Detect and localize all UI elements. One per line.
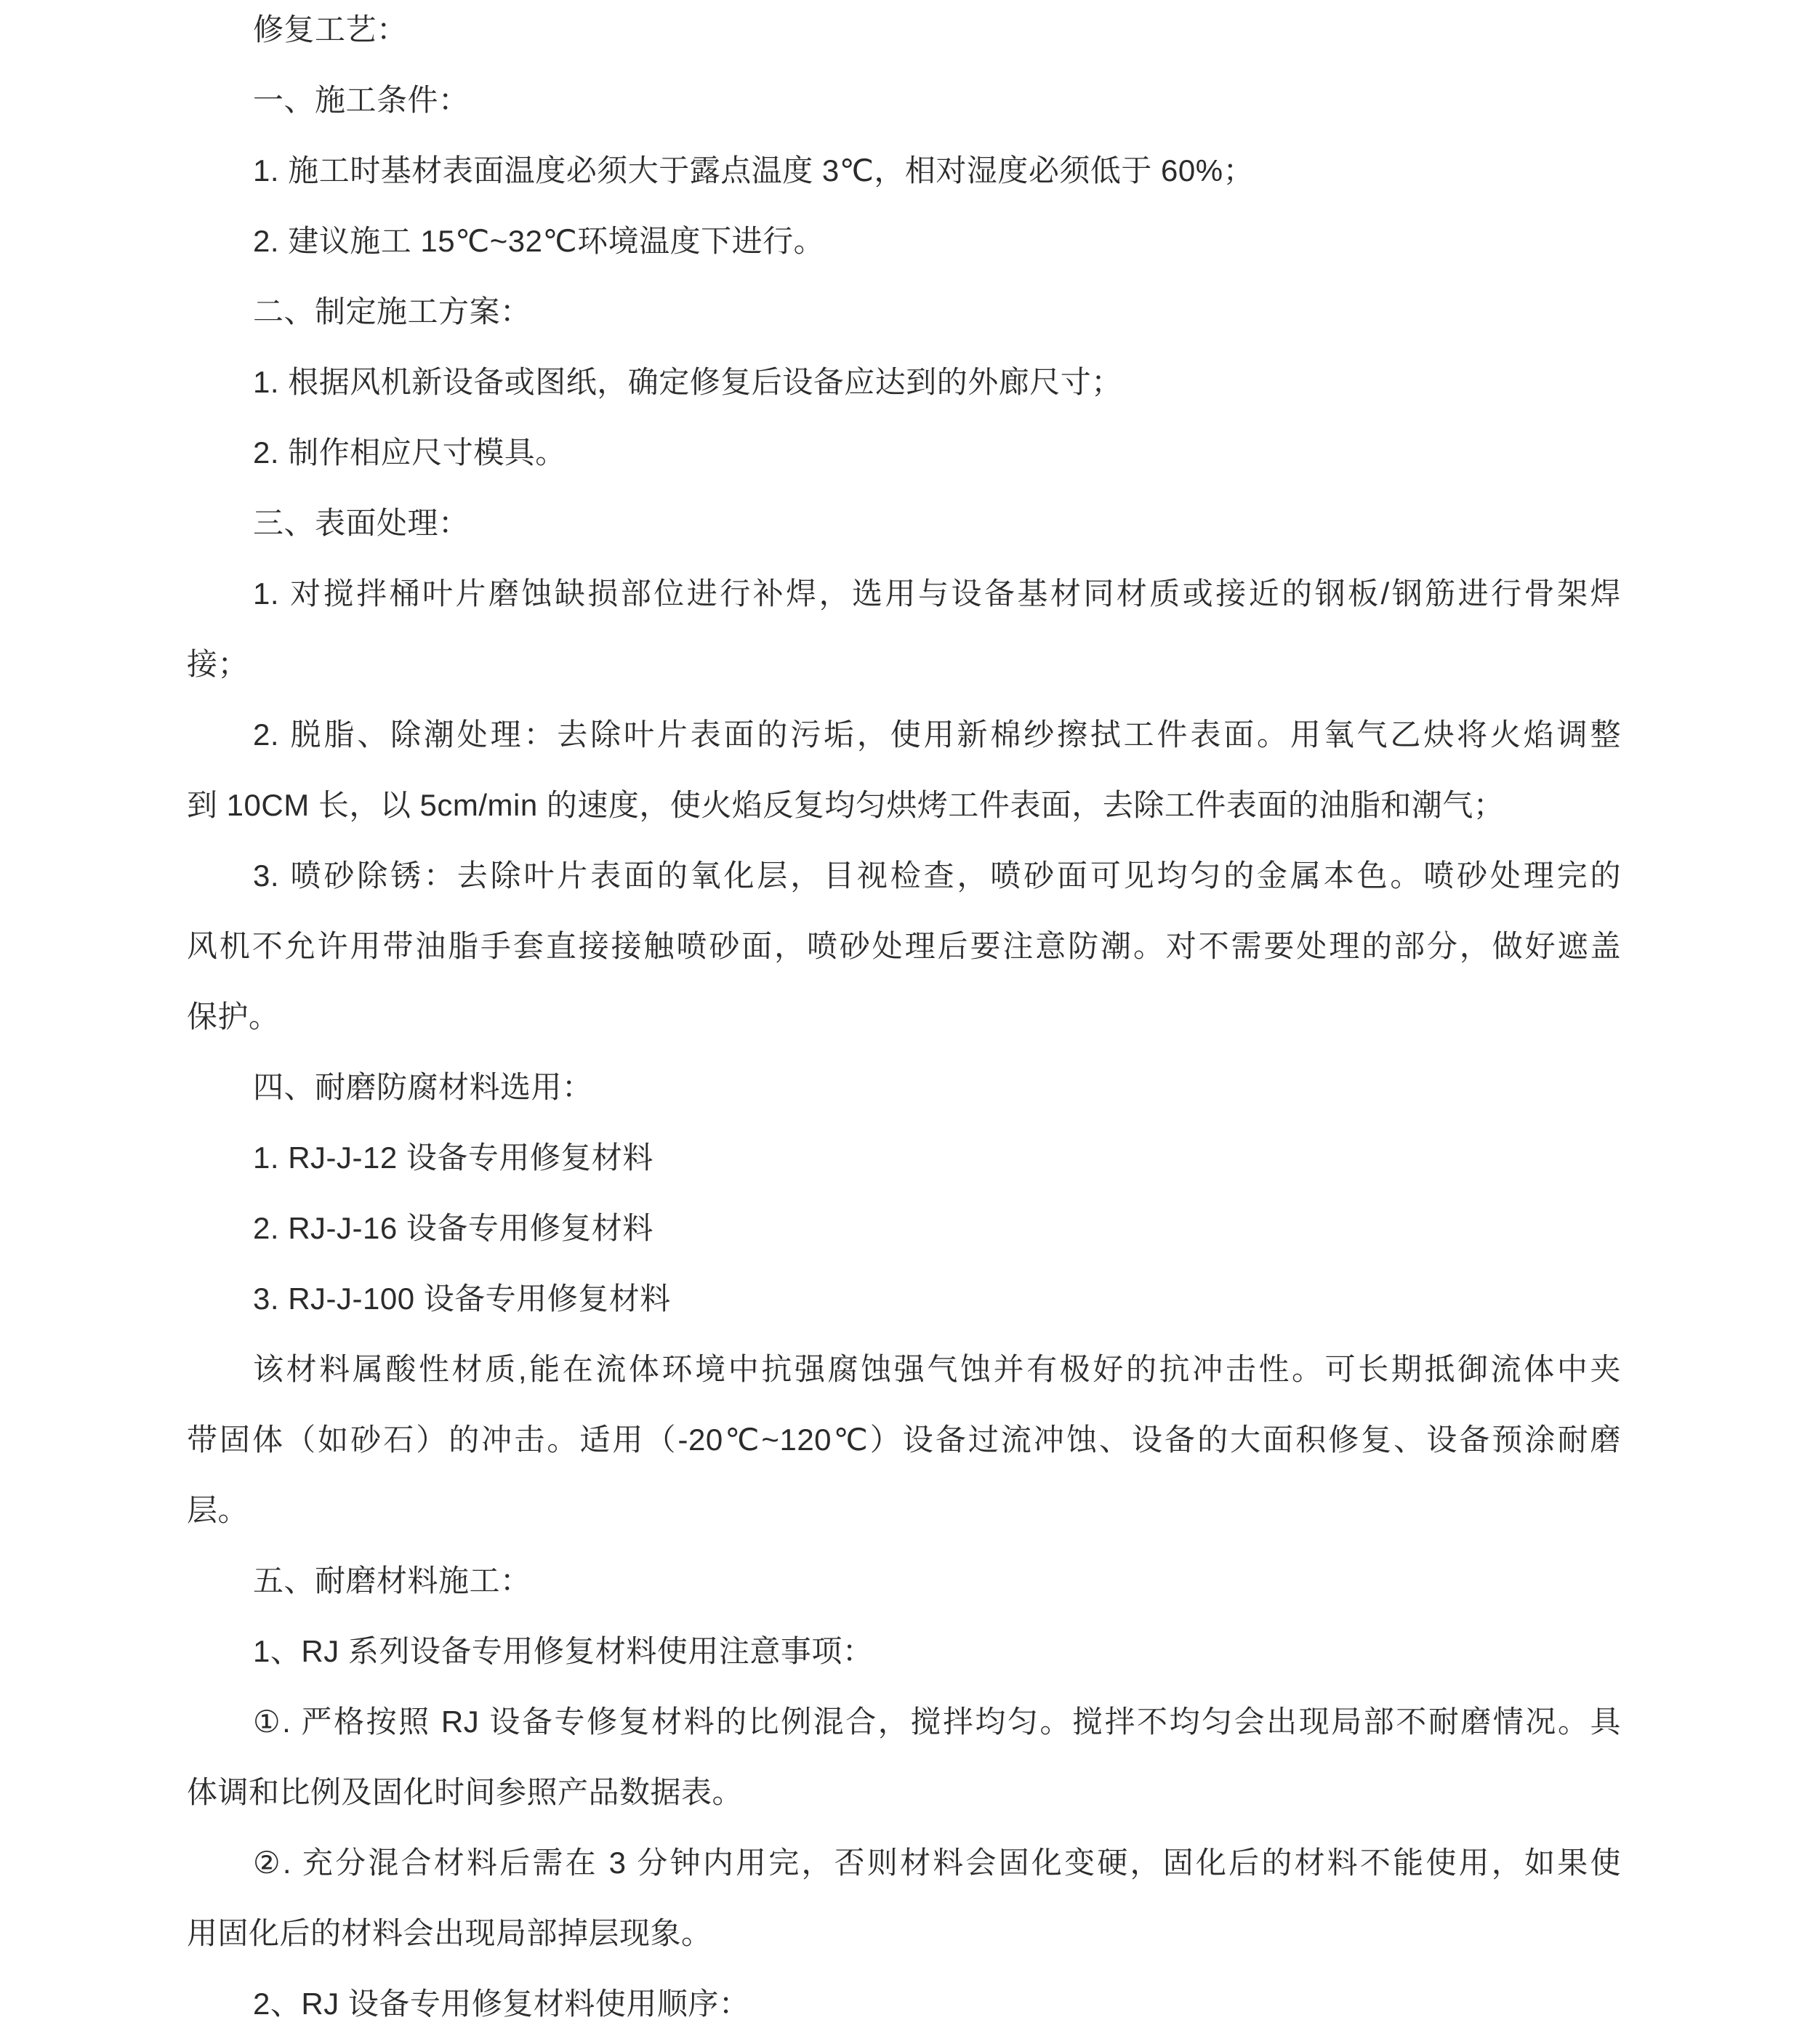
text-line: 1. 对搅拌桶叶片磨蚀缺损部位进行补焊，选用与设备基材同材质或接近的钢板/钢筋进行骨架焊 [253,576,1621,611]
text-line: 2. RJ-J-16 设备专用修复材料 [253,1211,653,1245]
text-line: 1、RJ 系列设备专用修复材料使用注意事项： [253,1634,874,1668]
text-line: 接； [187,647,249,681]
text-line: 三、表面处理： [253,506,470,540]
text-line: 修复工艺： [253,12,408,47]
text-line: 1. 根据风机新设备或图纸，确定修复后设备应达到的外廊尺寸； [253,365,1122,399]
text-line: 该材料属酸性材质,能在流体环境中抗强腐蚀强气蚀并有极好的抗冲击性。可长期抵御流体中夹 [253,1352,1621,1386]
text-line: 3. RJ-J-100 设备专用修复材料 [253,1281,671,1316]
text-line: 2. 制作相应尺寸模具。 [253,435,566,470]
text-line: 四、耐磨防腐材料选用： [253,1070,593,1104]
text-line: 保护。 [187,999,280,1034]
text-line: 一、施工条件： [253,83,470,117]
text-line: 2、RJ 设备专用修复材料使用顺序： [253,1987,750,2021]
text-line: ②. 充分混合材料后需在 3 分钟内用完，否则材料会固化变硬，固化后的材料不能使用，如果使 [253,1846,1621,1880]
text-line: 带固体（如砂石）的冲击。适用（-20℃~120℃）设备过流冲蚀、设备的大面积修复、设备预涂耐磨 [187,1423,1621,1457]
text-line: 到 10CM 长，以 5cm/min 的速度，使火焰反复均匀烘烤工件表面，去除工件表面的油脂和潮气； [187,788,1505,822]
text-line: ①. 严格按照 RJ 设备专修复材料的比例混合，搅拌均匀。搅拌不均匀会出现局部不耐磨情况。具 [253,1705,1621,1739]
text-line: 五、耐磨材料施工： [253,1564,531,1598]
text-line: 1. RJ-J-12 设备专用修复材料 [253,1140,653,1175]
text-line: 1. 施工时基材表面温度必须大于露点温度 3℃，相对湿度必须低于 60%； [253,153,1255,188]
text-line: 层。 [187,1493,249,1527]
document-body [187,0,1621,2039]
text-line: 风机不允许用带油脂手套直接接触喷砂面，喷砂处理后要注意防潮。对不需要处理的部分，做好遮盖 [187,929,1621,963]
text-line: 3. 喷砂除锈：去除叶片表面的氧化层，目视检查，喷砂面可见均匀的金属本色。喷砂处理完的 [253,858,1621,893]
text-line: 用固化后的材料会出现局部掉层现象。 [187,1916,712,1950]
text-line: 二、制定施工方案： [253,294,531,329]
text-line: 体调和比例及固化时间参照产品数据表。 [187,1775,744,1809]
text-line: 2. 脱脂、除潮处理：去除叶片表面的污垢，使用新棉纱擦拭工件表面。用氧气乙炔将火焰调整 [253,717,1621,752]
text-line: 2. 建议施工 15℃~32℃环境温度下进行。 [253,224,825,258]
